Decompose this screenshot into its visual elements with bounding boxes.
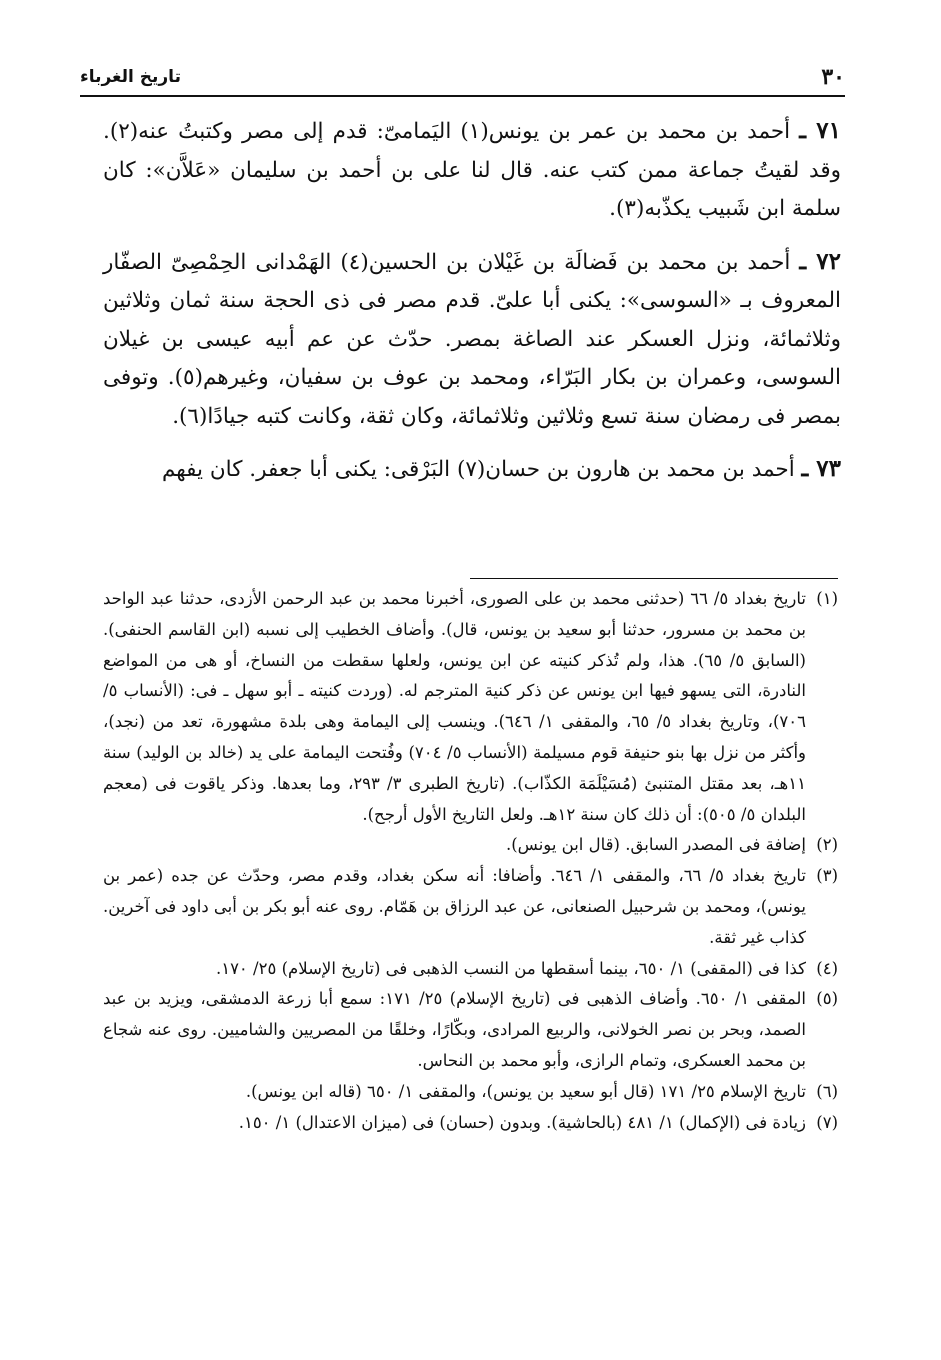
entry-text: أحمد بن محمد بن فَضالَة بن غَيْلان بن الحسين(٤) الهَمْدانى الحِمْصِىّ الصفّار المعروف بـ «السوسى»: يكنى أبا علىّ. قدم مصر فى ذى الحجة سنة ثمان وثلاثين وثلاثمائة، ونزل العسكر عند الصاغة بمصر. حدّث عن عم أبيه عيسى بن غيلان السوسى، وعمران بن بكار البَرّاء، ومحمد بن عوف بن سفيان، وغيرهم(٥). وتوفى بمصر فى رمضان سنة تسع وثلاثين وثلاثمائة، وكان ثقة، وكانت كتبه جيادًا(٦). <box>103 249 841 429</box>
entry-73 <box>103 450 841 490</box>
footnote-5 <box>103 984 838 1076</box>
book-title: تاريخ الغرباء <box>80 67 181 87</box>
footnote-1 <box>103 584 838 830</box>
footnote-text: كذا فى (المقفى) ١/ ٦٥٠، بينما أسقطها من النسب الذهبى فى (تاريخ الإسلام) ٢٥/ ١٧٠. <box>215 958 806 978</box>
footnote-7 <box>103 1108 838 1139</box>
footnote-mark: (٧) <box>816 1112 838 1132</box>
header-rule <box>80 95 845 97</box>
footnote-6 <box>103 1077 838 1108</box>
footnote-mark: (٣) <box>816 866 838 886</box>
footnote-text: المقفى ١/ ٦٥٠. وأضاف الذهبى فى (تاريخ الإسلام) ٢٥/ ١٧١: سمع أبا زرعة الدمشقى، ويزيد بن عبد الصمد، وبحر بن نصر الخولانى، والربيع المرادى، وبكّارًا، وخلقًا من المصريين والشاميين. روى عنه شجاع بن محمد العسكرى، وتمام الرازى، وأبو محمد بن النحاس. <box>103 989 807 1070</box>
footnote-text: تاريخ الإسلام ٢٥/ ١٧١ (قال أبو سعيد بن يونس)، والمقفى ١/ ٦٥٠ (قاله ابن يونس). <box>245 1081 806 1101</box>
footnote-3 <box>103 861 838 953</box>
entry-number: ٧٢ ـ <box>799 247 842 275</box>
running-header <box>80 64 845 90</box>
footnote-mark: (١) <box>816 589 838 608</box>
entry-71 <box>103 112 841 229</box>
footnote-mark: (٢) <box>816 835 838 855</box>
footnote-4 <box>103 954 838 985</box>
footnotes <box>103 584 838 1138</box>
footnote-text: تاريخ بغداد ٥/ ٦٦ (حدثنى محمد بن على الصورى، أخبرنا محمد بن عبد الرحمن الأزدى، حدثنا عبد الواحد بن محمد بن مسرور، حدثنا أبو سعيد بن يونس، قال). وأضاف الخطيب إلى نسبه (ابن القاسم الحنفى). (السابق ٥/ ٦٥). هذا، ولم تُذكر كنيته عن ابن يونس، ولعلها سقطت من النساخ، أو هى من المواضع النادرة، التى يسهو فيها ابن يونس عن ذكر كنية المترجم له. (وردت كنيته ـ أبو سهل ـ فى: (الأنساب ٥/ ٧٠٦)، وتاريخ بغداد ٥/ ٦٥، والمقفى ١/ ٦٤٦). وينسب إلى اليمامة وهى بلدة مشهورة، تعد من (نجد)، وأكثر من نزل بها بنو حنيفة قوم مسيلمة (الأنساب ٥/ ٧٠٤) وفُتحت اليمامة على يد (خالد بن الوليد) سنة ١١هـ، بعد مقتل المتنبئ (مُسَيْلَمَة الكذّاب). (تاريخ الطبرى ٣/ ٢٩٣، وما بعدها. وذكر ياقوت فى (معجم البلدان ٥/ ٥٠٥): أن ذلك كان سنة ١٢هـ. ولعل التاريخ الأول أرجح). <box>103 589 806 824</box>
entry-number: ٧١ ـ <box>799 117 841 144</box>
footnote-2 <box>103 830 838 861</box>
footnote-text: تاريخ بغداد ٥/ ٦٦، والمقفى ١/ ٦٤٦. وأضافا: أنه سكن بغداد، وقدم مصر، وحدّث عن جده (عمر بن يونس)، ومحمد بن شرحبيل الصنعانى، عن عبد الرزاق بن هَمّام. روى عنه أبو بكر بن أبى داود فى آخرين. كذاب غير ثقة. <box>103 866 807 947</box>
page-number: ٣٠ <box>821 64 845 90</box>
entry-number: ٧٣ ـ <box>801 455 841 482</box>
footnote-text: زيادة فى (الإكمال) ١/ ٤٨١ (بالحاشية). وبدون (حسان) فى (ميزان الاعتدال) ١/ ١٥٠. <box>238 1112 806 1132</box>
footnote-rule <box>470 578 838 579</box>
footnote-text: إضافة فى المصدر السابق. (قال ابن يونس). <box>505 835 806 855</box>
entry-text: أحمد بن محمد بن عمر بن يونس(١) اليَمامىّ: قدم إلى مصر وكتبتُ عنه(٢). وقد لقيتُ جماعة ممن كتب عنه. قال لنا على بن أحمد بن سليمان «عَلاَّن»: كان سلمة ابن شَبيب يكذّبه(٣). <box>103 119 841 221</box>
entry-72 <box>103 243 841 437</box>
footnote-mark: (٥) <box>816 989 838 1009</box>
main-text <box>103 112 841 504</box>
footnote-mark: (٤) <box>816 958 838 978</box>
footnote-mark: (٦) <box>816 1081 838 1101</box>
entry-text: أحمد بن محمد بن هارون بن حسان(٧) البَرْقى: يكنى أبا جعفر. كان يفهم <box>161 457 795 482</box>
